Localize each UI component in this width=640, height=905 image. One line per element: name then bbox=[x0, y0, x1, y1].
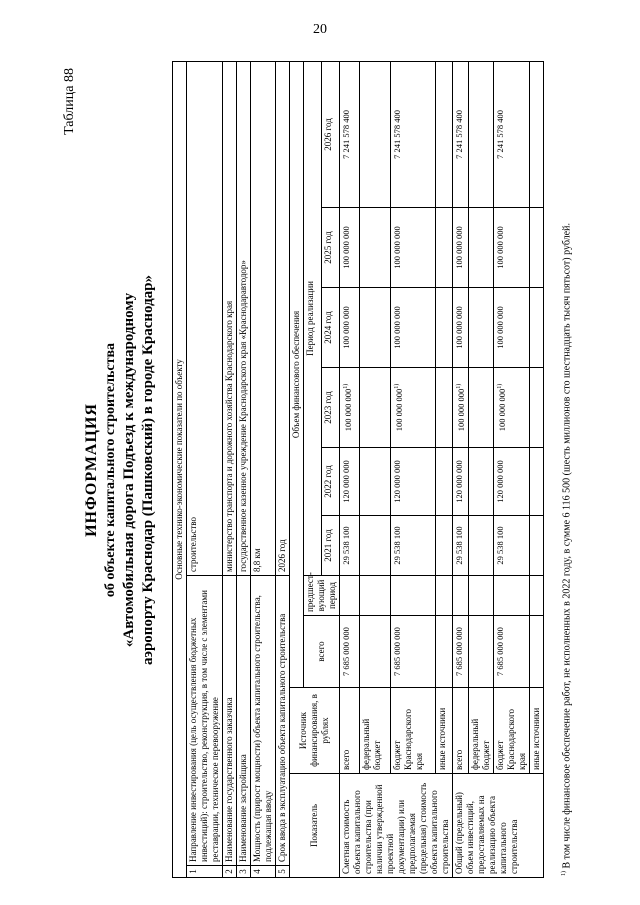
indicator-value: 2026 год bbox=[276, 61, 290, 575]
value-cell-y2026 bbox=[390, 61, 435, 207]
value-cell-y2021 bbox=[493, 516, 529, 576]
source-cell: иные источники bbox=[435, 688, 452, 774]
value-cell-total bbox=[435, 616, 452, 688]
table-label: Таблица 88 bbox=[62, 68, 77, 135]
value-cell-prev bbox=[359, 576, 390, 616]
value-text: 100 000 000 bbox=[494, 226, 505, 269]
value-cell-y2024 bbox=[493, 288, 529, 368]
value-cell-y2025 bbox=[529, 208, 543, 288]
source-cell: бюджет Краснодарского края bbox=[390, 688, 435, 774]
indicator-number: 4 bbox=[251, 866, 276, 878]
indicator-value: 8,8 км bbox=[251, 61, 276, 575]
value-cell-y2023 bbox=[359, 368, 390, 448]
value-cell-y2026 bbox=[359, 61, 390, 207]
value-cell-y2022 bbox=[359, 448, 390, 516]
title-line-4: аэропорту Краснодар (Пашковский) в городе Краснодар» bbox=[140, 274, 156, 666]
value-cell-y2025 bbox=[390, 208, 435, 288]
value-cell-y2023 bbox=[340, 368, 360, 448]
indicator-number: 5 bbox=[276, 866, 290, 878]
header-period: Период реализации bbox=[304, 61, 322, 575]
value-cell-y2022 bbox=[435, 448, 452, 516]
value-text: 100 000 000 bbox=[454, 306, 464, 349]
value-text: 120 000 000 bbox=[391, 460, 402, 503]
value-text: 7 685 000 000 bbox=[391, 627, 402, 676]
rotated-content bbox=[60, 60, 600, 880]
indicator-label: Наименование застройщика bbox=[237, 576, 251, 866]
indicator-row bbox=[223, 61, 237, 877]
value-text: 7 241 578 400 bbox=[391, 110, 402, 159]
value-cell-total bbox=[340, 616, 360, 688]
value-cell-y2021 bbox=[340, 516, 360, 576]
value-text: 7 685 000 000 bbox=[341, 627, 351, 676]
value-text: 7 241 578 400 bbox=[494, 110, 505, 159]
indicator-value: строительство bbox=[187, 61, 223, 575]
header-year: 2025 год bbox=[322, 208, 340, 288]
value-text: 29 538 100 bbox=[341, 526, 351, 565]
value-text: 120 000 000 bbox=[341, 460, 351, 503]
footnote-ref: 1) bbox=[393, 383, 400, 389]
indicator-label: Срок ввода в эксплуатацию объекта капитального строительства bbox=[276, 576, 290, 866]
footnote-text: В том числе финансовое обеспечение работ, не исполненных в 2022 году, в сумме 6 116 500 (шесть миллионов сто шестнадцать тысяч пятьсот) рублей. bbox=[561, 223, 573, 871]
value-cell-total bbox=[468, 616, 493, 688]
value-cell-prev bbox=[493, 576, 529, 616]
main-header-row bbox=[173, 61, 187, 877]
value-cell-y2023 bbox=[390, 368, 435, 448]
value-cell-y2022 bbox=[453, 448, 469, 516]
source-cell: федеральный бюджет bbox=[359, 688, 390, 774]
indicator-value: министерство транспорта и дорожного хозяйства Краснодарского края bbox=[223, 61, 237, 575]
source-cell: всего bbox=[340, 688, 360, 774]
title-line-2: об объекте капитального строительства bbox=[103, 342, 118, 598]
value-cell-y2022 bbox=[340, 448, 360, 516]
value-cell-y2025 bbox=[453, 208, 469, 288]
header-volume: Объем финансового обеспечения bbox=[290, 61, 304, 687]
value-text: 100 000 000 bbox=[391, 306, 402, 349]
value-cell-y2024 bbox=[390, 288, 435, 368]
value-text: 7 241 578 400 bbox=[454, 110, 464, 159]
info-table-wrapper bbox=[172, 62, 544, 878]
page-number: 20 bbox=[313, 22, 327, 37]
finance-body bbox=[340, 61, 544, 877]
header-year: 2024 год bbox=[322, 288, 340, 368]
value-text: 100 000 000 bbox=[455, 388, 466, 432]
value-cell-y2026 bbox=[468, 61, 493, 207]
header-indicator: Показатель bbox=[290, 774, 340, 878]
value-cell-y2023 bbox=[468, 368, 493, 448]
source-cell: федеральный бюджет bbox=[468, 688, 493, 774]
header-source: Источник финансирования, в рублях bbox=[290, 688, 340, 774]
value-cell-y2026 bbox=[340, 61, 360, 207]
header-year: 2026 год bbox=[322, 61, 340, 207]
value-cell-y2026 bbox=[435, 61, 452, 207]
value-cell-y2024 bbox=[340, 288, 360, 368]
value-cell-y2021 bbox=[435, 516, 452, 576]
value-cell-total bbox=[359, 616, 390, 688]
finance-row bbox=[453, 61, 469, 877]
value-cell-y2021 bbox=[359, 516, 390, 576]
value-cell-y2026 bbox=[529, 61, 543, 207]
value-cell-y2026 bbox=[453, 61, 469, 207]
header-total: всего bbox=[304, 616, 340, 688]
value-cell-total bbox=[493, 616, 529, 688]
value-text: 100 000 000 bbox=[496, 388, 507, 432]
value-text: 100 000 000 bbox=[341, 306, 351, 349]
value-text: 100 000 000 bbox=[494, 306, 505, 349]
value-cell-y2021 bbox=[468, 516, 493, 576]
group-label: Сметная стоимость объекта капитального строительства (при наличии утвержденной проектной документации) или предполагаемая (предельная) стоимость объекта капитального строительства bbox=[340, 774, 453, 878]
indicator-number: 2 bbox=[223, 866, 237, 878]
indicator-row bbox=[187, 61, 223, 877]
header-year: 2023 год bbox=[322, 368, 340, 448]
value-cell-y2022 bbox=[493, 448, 529, 516]
title-line-3: «Автомобильная дорога Подъезд к международному bbox=[121, 292, 137, 648]
main-header-cell: Основные технико-экономические показатели по объекту bbox=[173, 61, 187, 877]
header-year: 2022 год bbox=[322, 448, 340, 516]
value-cell-prev bbox=[453, 576, 469, 616]
indicator-value: государственное казенное учреждение Краснодарского края «Краснодаравтодор» bbox=[237, 61, 251, 575]
finance-row bbox=[340, 61, 360, 877]
value-cell-y2024 bbox=[359, 288, 390, 368]
finance-row bbox=[493, 61, 529, 877]
finance-header bbox=[290, 61, 340, 877]
info-table-body bbox=[173, 61, 290, 877]
finance-row bbox=[468, 61, 493, 877]
value-cell-y2023 bbox=[435, 368, 452, 448]
value-text: 120 000 000 bbox=[454, 460, 464, 503]
value-cell-y2021 bbox=[453, 516, 469, 576]
value-text: 7 685 000 000 bbox=[454, 627, 464, 676]
source-cell: бюджет Краснодарского края bbox=[493, 688, 529, 774]
value-cell-prev bbox=[435, 576, 452, 616]
value-cell-y2021 bbox=[390, 516, 435, 576]
value-cell-y2022 bbox=[468, 448, 493, 516]
value-cell-y2023 bbox=[493, 368, 529, 448]
value-cell-total bbox=[529, 616, 543, 688]
value-cell-y2024 bbox=[453, 288, 469, 368]
indicator-label: Направление инвестирования (цель осуществления бюджетных инвестиций): строительство, реконструкция, в том числе с элементами реставрации, техническое перевооружение bbox=[187, 576, 223, 866]
indicator-row bbox=[251, 61, 276, 877]
finance-row bbox=[390, 61, 435, 877]
value-cell-total bbox=[390, 616, 435, 688]
header-previous: предшест-вующий период bbox=[304, 576, 340, 616]
value-text: 29 538 100 bbox=[454, 526, 464, 565]
indicator-label: Наименование государственного заказчика bbox=[223, 576, 237, 866]
indicator-row bbox=[276, 61, 290, 877]
value-cell-y2025 bbox=[468, 208, 493, 288]
footnote-mark: 1) bbox=[561, 871, 567, 876]
value-cell-y2026 bbox=[493, 61, 529, 207]
header-year: 2021 год bbox=[322, 516, 340, 576]
value-cell-y2024 bbox=[435, 288, 452, 368]
value-cell-y2022 bbox=[529, 448, 543, 516]
footnote-ref: 1) bbox=[456, 383, 462, 389]
info-table bbox=[172, 61, 544, 878]
source-cell: всего bbox=[453, 688, 469, 774]
indicator-number: 1 bbox=[187, 866, 223, 878]
group-label: Общий (предельный) объем инвестиций, предоставляемых на реализацию объекта капитального строительства bbox=[453, 774, 544, 878]
value-cell-y2022 bbox=[390, 448, 435, 516]
value-text: 29 538 100 bbox=[494, 526, 505, 565]
value-cell-total bbox=[453, 616, 469, 688]
value-text: 100 000 000 bbox=[454, 226, 464, 269]
footnote-ref: 1) bbox=[343, 383, 349, 389]
value-cell-prev bbox=[390, 576, 435, 616]
finance-header-row-1 bbox=[290, 61, 304, 877]
value-text: 7 685 000 000 bbox=[494, 627, 505, 676]
value-text: 100 000 000 bbox=[391, 226, 402, 269]
value-text: 100 000 000 bbox=[341, 226, 351, 269]
value-cell-y2025 bbox=[340, 208, 360, 288]
value-cell-y2023 bbox=[453, 368, 469, 448]
footnote bbox=[558, 64, 573, 876]
value-text: 29 538 100 bbox=[391, 526, 402, 565]
value-cell-y2025 bbox=[493, 208, 529, 288]
value-cell-y2024 bbox=[529, 288, 543, 368]
indicator-row bbox=[237, 61, 251, 877]
value-cell-y2024 bbox=[468, 288, 493, 368]
finance-row bbox=[529, 61, 543, 877]
title-line-1: ИНФОРМАЦИЯ bbox=[83, 403, 100, 537]
value-text: 100 000 000 bbox=[393, 388, 404, 432]
value-cell-y2025 bbox=[435, 208, 452, 288]
value-cell-prev bbox=[340, 576, 360, 616]
indicator-number: 3 bbox=[237, 866, 251, 878]
value-cell-y2023 bbox=[529, 368, 543, 448]
value-cell-prev bbox=[468, 576, 493, 616]
value-cell-prev bbox=[529, 576, 543, 616]
document-title bbox=[82, 60, 158, 880]
indicator-label: Мощность (прирост мощности) объекта капитального строительства, подлежащая вводу bbox=[251, 576, 276, 866]
value-cell-y2021 bbox=[529, 516, 543, 576]
value-cell-y2025 bbox=[359, 208, 390, 288]
value-text: 120 000 000 bbox=[494, 460, 505, 503]
footnote-ref: 1) bbox=[496, 383, 503, 389]
value-text: 100 000 000 bbox=[342, 388, 353, 432]
finance-row bbox=[359, 61, 390, 877]
finance-row bbox=[435, 61, 452, 877]
source-cell: иные источники bbox=[529, 688, 543, 774]
value-text: 7 241 578 400 bbox=[341, 110, 351, 159]
